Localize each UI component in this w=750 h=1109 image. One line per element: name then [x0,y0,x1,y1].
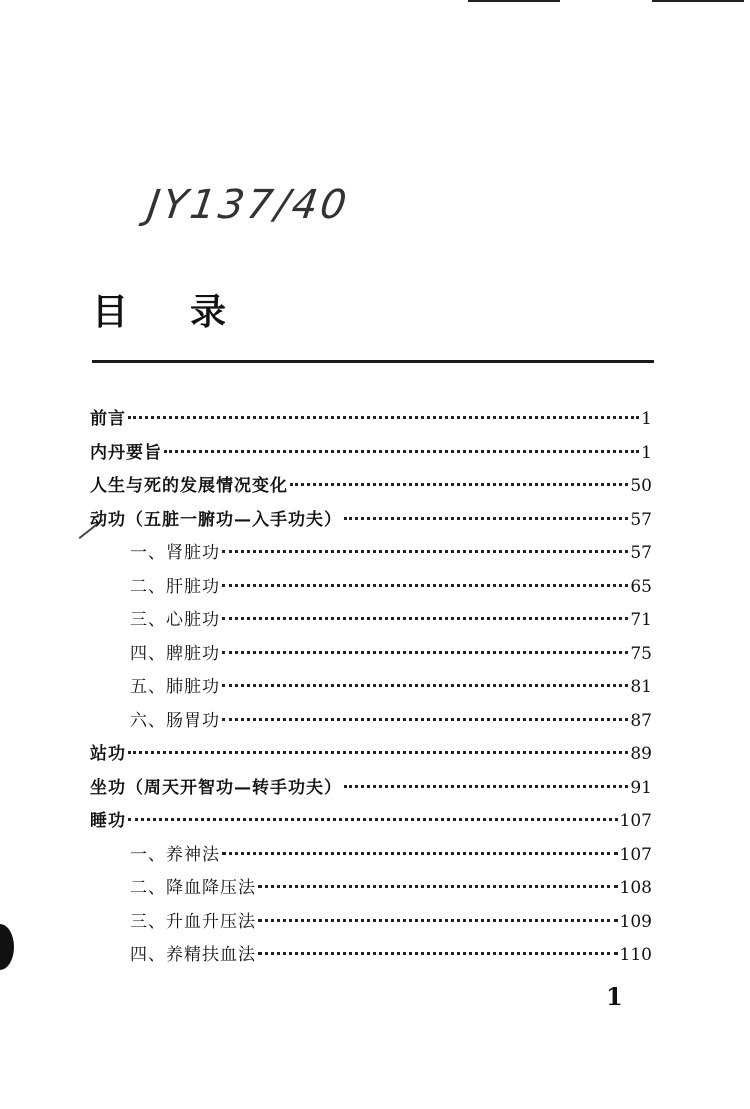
toc-entry-label: 一、养神法 [130,845,220,865]
top-rule-right [652,0,744,2]
toc-entry-label: 动功（五脏一腑功—入手功夫） [90,510,342,530]
toc-entry-label: 睡功 [90,811,126,831]
toc-entry-page: 57 [630,543,652,563]
toc-entry [130,639,652,669]
toc-leader-dots [258,885,618,888]
toc-entry [90,806,652,836]
toc-entry-page: 107 [619,845,652,865]
toc-entry-label: 一、肾脏功 [130,543,220,563]
toc-entry [130,840,652,870]
toc-entry-page: 81 [630,677,652,697]
toc-entry [130,907,652,937]
toc-entry-label: 坐功（周天开智功—转手功夫） [90,778,342,798]
toc-entry-label: 人生与死的发展情况变化 [90,476,288,496]
title-divider [92,360,654,363]
toc-entry-page: 57 [630,510,652,530]
toc-leader-dots [222,550,628,553]
top-rule-left [468,0,560,2]
toc-entry [130,572,652,602]
toc-leader-dots [128,818,618,821]
toc-leader-dots [258,919,618,922]
toc-leader-dots [344,517,628,520]
toc-entry [90,471,652,501]
toc-leader-dots [344,785,628,788]
toc-leader-dots [222,617,628,620]
handwritten-call-number: JY137/40 [144,182,353,228]
toc-entry [90,739,652,769]
toc-entry [90,404,652,434]
toc-entry-page: 109 [619,912,652,932]
toc-leader-dots [222,651,628,654]
toc-leader-dots [128,416,639,419]
toc-entry [90,773,652,803]
toc-entry-page: 1 [641,409,652,429]
toc-entry [90,438,652,468]
page-title: 目录 [92,292,289,333]
toc-leader-dots [128,751,628,754]
toc-entry-page: 1 [641,443,652,463]
toc-leader-dots [290,483,628,486]
toc-entry-label: 五、肺脏功 [130,677,220,697]
toc-entry-label: 二、肝脏功 [130,577,220,597]
toc-entry-page: 91 [630,778,652,798]
toc-entry-page: 89 [630,744,652,764]
toc-entry [130,605,652,635]
toc-entry [130,873,652,903]
toc-entry [90,505,652,535]
toc-entry-label: 四、养精扶血法 [130,945,256,965]
toc-entry-page: 107 [619,811,652,831]
toc-entry-page: 75 [630,644,652,664]
toc-leader-dots [222,584,628,587]
edge-ink-blot [0,924,14,970]
toc-entry-page: 108 [619,878,652,898]
toc-leader-dots [222,718,628,721]
toc-entry [130,706,652,736]
toc-entry-label: 二、降血降压法 [130,878,256,898]
toc-entry-label: 站功 [90,744,126,764]
toc-entry-label: 四、脾脏功 [130,644,220,664]
toc-leader-dots [164,450,639,453]
toc-entry-page: 65 [630,577,652,597]
toc-leader-dots [258,952,618,955]
toc-entry-page: 50 [630,476,652,496]
toc-entry [130,538,652,568]
toc-entry-label: 六、肠胃功 [130,711,220,731]
toc-entry-page: 110 [619,945,652,965]
toc-leader-dots [222,684,628,687]
toc-entry-page: 87 [630,711,652,731]
toc-entry-label: 前言 [90,409,126,429]
toc-entry [130,672,652,702]
toc-leader-dots [222,852,618,855]
toc-entry-page: 71 [630,610,652,630]
toc-entry [130,940,652,970]
toc-entry-label: 三、升血升压法 [130,912,256,932]
toc-entry-label: 三、心脏功 [130,610,220,630]
page-number: 1 [606,982,623,1011]
toc-entry-label: 内丹要旨 [90,443,162,463]
